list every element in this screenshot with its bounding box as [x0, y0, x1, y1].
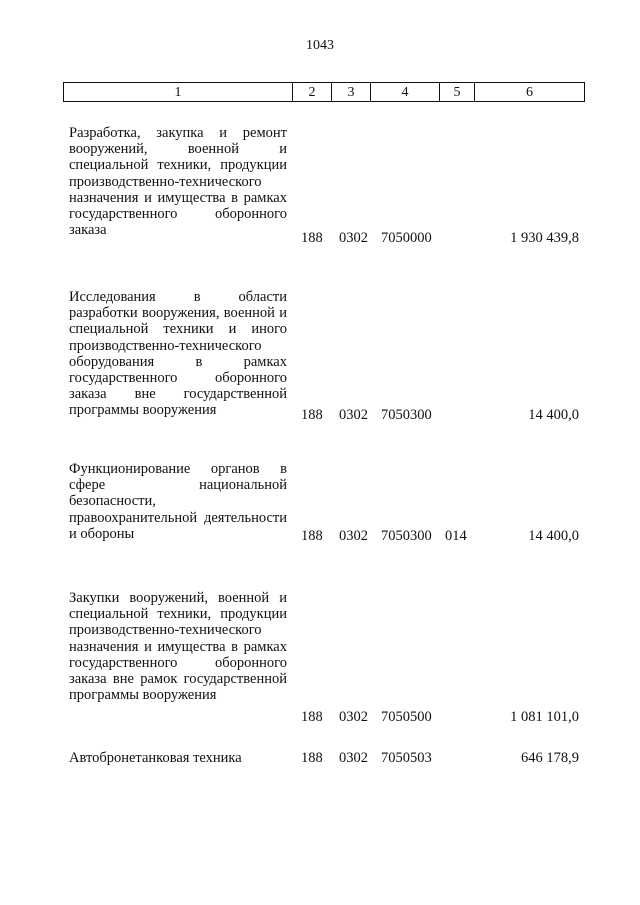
column-header-6: 6: [526, 85, 533, 100]
row-col-4: 7050000: [381, 230, 432, 246]
column-header-row: [63, 82, 585, 102]
row-col-6: 1 081 101,0: [510, 709, 579, 725]
row-col-6: 646 178,9: [521, 750, 579, 766]
row-col-2: 188: [301, 230, 323, 246]
column-header-4: 4: [401, 85, 409, 100]
row-description: Закупки вооружений, военной и специальной техники, продукции производственно-технического назначения и имущества в рамках государственного оборонного заказа вне рамок государственной программы вооружения: [69, 590, 287, 704]
row-col-6: 14 400,0: [528, 528, 579, 544]
row-col-3: 0302: [339, 230, 368, 246]
row-col-5: 014: [445, 528, 467, 544]
column-header-3: 3: [347, 85, 355, 100]
row-col-4: 7050300: [381, 528, 432, 544]
row-col-2: 188: [301, 750, 323, 766]
row-col-3: 0302: [339, 709, 368, 725]
row-col-2: 188: [301, 528, 323, 544]
column-header-5: 5: [453, 85, 461, 100]
column-header-2: 2: [308, 85, 316, 100]
row-col-4: 7050503: [381, 750, 432, 766]
column-header-1: 1: [174, 85, 182, 100]
row-description: Функционирование органов в сфере национальной безопасности, правоохранительной деятельности и обороны: [69, 461, 287, 542]
row-col-3: 0302: [339, 750, 368, 766]
row-description: Исследования в области разработки вооружения, военной и специальной техники и иного производственно-технического оборудования в рамках государственного оборонного заказа вне государственной программы вооружения: [69, 289, 287, 419]
row-col-6: 1 930 439,8: [510, 230, 579, 246]
row-col-3: 0302: [339, 528, 368, 544]
row-col-2: 188: [301, 407, 323, 423]
row-col-4: 7050300: [381, 407, 432, 423]
row-col-3: 0302: [339, 407, 368, 423]
page-number: 1043: [306, 38, 334, 53]
row-description: Автобронетанковая техника: [69, 750, 242, 766]
row-col-2: 188: [301, 709, 323, 725]
row-description: Разработка, закупка и ремонт вооружений, военной и специальной техники, продукции производственно-технического назначения и имущества в рамках государственного оборонного заказа: [69, 125, 287, 239]
row-col-4: 7050500: [381, 709, 432, 725]
row-col-6: 14 400,0: [528, 407, 579, 423]
